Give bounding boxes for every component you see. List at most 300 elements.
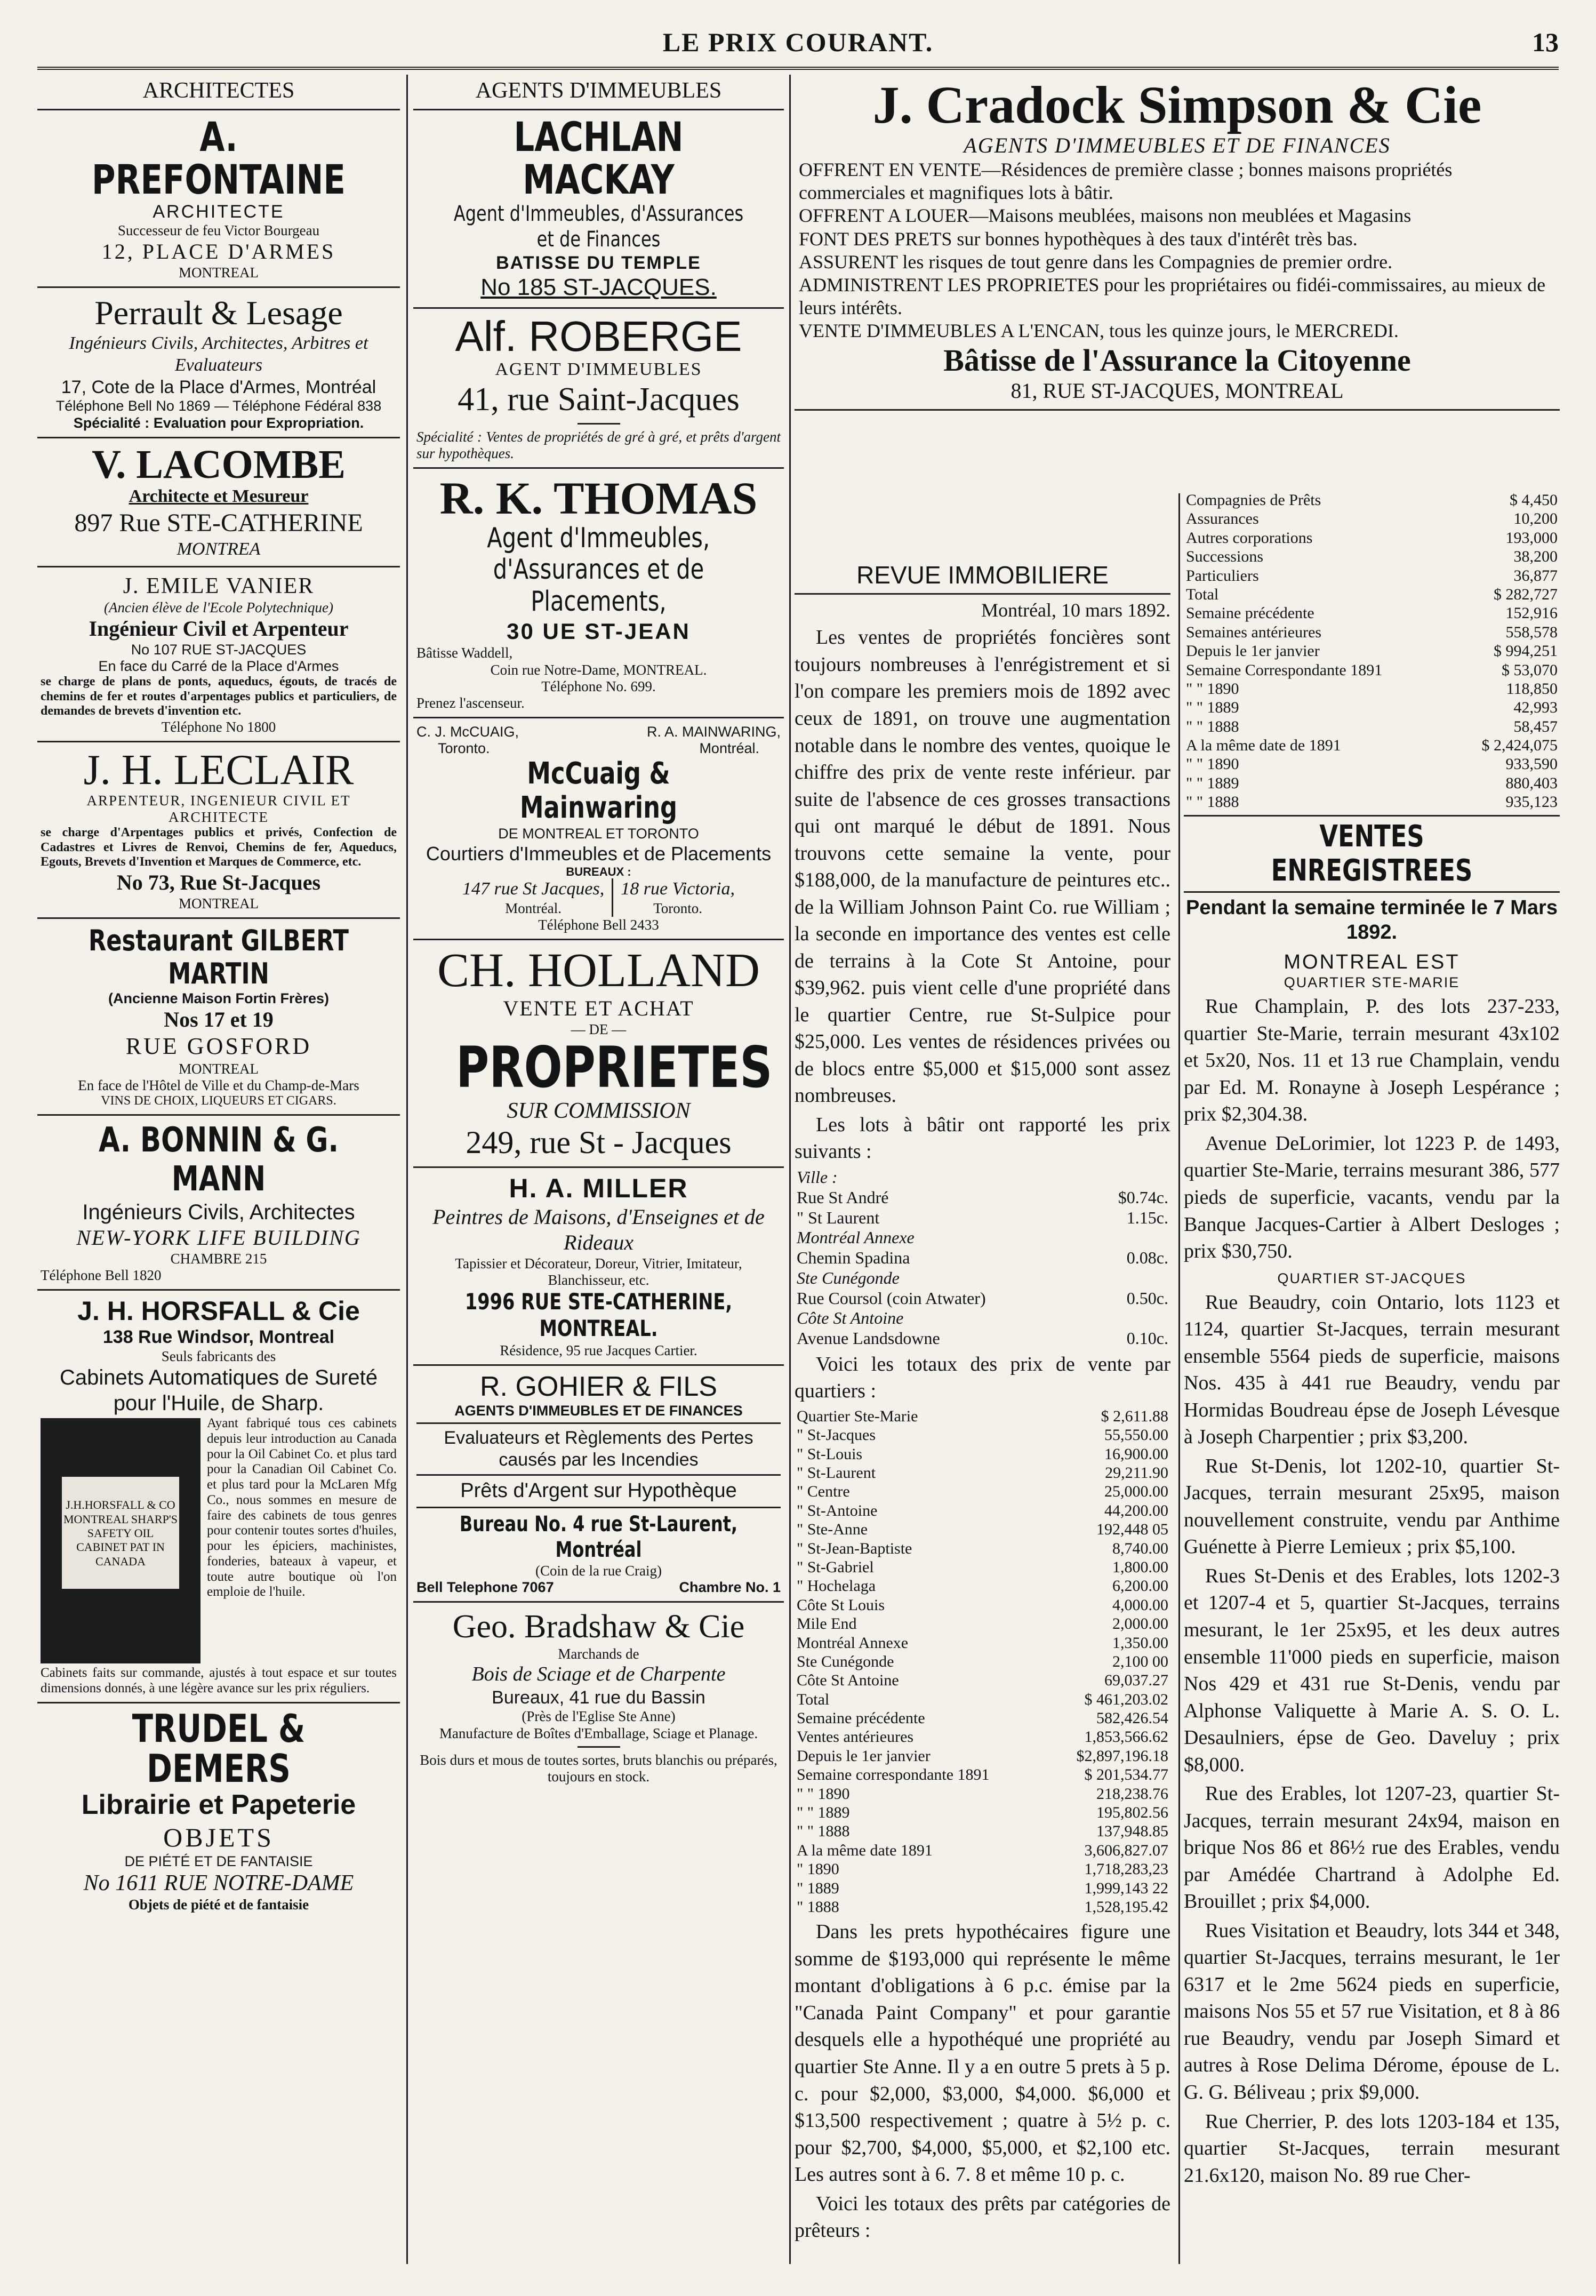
advertiser-name: A. PREFONTAINE <box>92 113 346 203</box>
row-label: Semaine Correspondante 1891 <box>1186 661 1383 679</box>
sale-entry: Rue Champlain, P. des lots 237-233, quartier Ste-Marie, terrain mesurant 43x102 et 5x20, Nos. 11 et 13 rue Champlain, vendu par Ed. M. Ronayne à Joseph Lespérance ; prix $2,304.38. <box>1184 995 1560 1126</box>
lot-price-row <box>795 1289 1170 1309</box>
quartier-total-row <box>795 1501 1170 1520</box>
ad-text: se charge d'Arpentages publics et privés, Confection de Cadastres et Livres de Renvoi, Chemins de fer, Aqueducs, Egouts, Brevets d'Invention et Marques de Commerce, etc. <box>41 826 397 869</box>
article-paragraph: Les lots à bâtir ont rapporté les prix suivants : <box>795 1113 1170 1163</box>
lot-price-row <box>795 1329 1170 1349</box>
row-label: Assurances <box>1186 510 1259 528</box>
ad-text: DE MONTREAL ET TORONTO <box>498 825 699 842</box>
row-label: " St Laurent <box>797 1207 880 1227</box>
row-label: Mile End <box>797 1615 857 1633</box>
loan-row <box>1184 736 1560 755</box>
sale-entry: Rue Beaudry, coin Ontario, lots 1123 et 1124, quartier St-Jacques, terrain mesurant ensemble 5564 pieds de superficie, maisons Nos. 435 à 441 rue Beaudry, vendu par Hormidas Boudreau épse de Joseph Lévesque à Joseph Charpentier ; prix $3,200. <box>1184 1291 1560 1449</box>
quartier-total-row <box>795 1596 1170 1614</box>
lot-price-row <box>795 1188 1170 1208</box>
row-label: " 1888 <box>797 1898 839 1916</box>
row-label: Semaine précédente <box>797 1709 925 1727</box>
divider <box>416 1507 781 1508</box>
header-rule <box>37 67 1559 70</box>
row-value: 195,802.56 <box>1096 1804 1168 1822</box>
lots-price-table <box>795 1167 1170 1349</box>
row-label: Autres corporations <box>1186 529 1313 547</box>
ad-text: (Ancienne Maison Fortin Frères) <box>108 990 330 1007</box>
row-value: 218,238.76 <box>1096 1785 1168 1803</box>
row-value: $2,897,196.18 <box>1076 1747 1168 1765</box>
row-label: Ste Cunégonde <box>797 1652 894 1670</box>
loan-row <box>1184 717 1560 736</box>
column-agents <box>413 75 784 2264</box>
row-label: Montréal Annexe <box>797 1634 909 1652</box>
loan-row <box>1184 491 1560 509</box>
advertiser-role: ARPENTEUR, INGENIEUR CIVIL ET ARCHITECTE <box>86 792 351 825</box>
ad-city: MONTREAL. <box>623 661 707 678</box>
row-value: 0.08c. <box>1126 1248 1168 1267</box>
row-value: $ 53,070 <box>1502 661 1558 679</box>
row-value: 1,999,143 22 <box>1084 1879 1168 1897</box>
ad-prefontaine <box>37 110 400 288</box>
ad-city: MONTREAL <box>179 265 259 281</box>
ad-text: Bâtisse Waddell, <box>416 645 513 661</box>
row-value: $ 994,251 <box>1494 642 1558 660</box>
row-label: A la même date 1891 <box>797 1841 933 1859</box>
ad-vanier <box>37 567 400 742</box>
ad-text: VENTE D'IMMEUBLES A L'ENCAN, tous les quinze jours, le MERCREDI. <box>799 320 1399 342</box>
row-value: 10,200 <box>1513 510 1558 528</box>
row-label: " St-Gabriel <box>797 1558 874 1576</box>
ad-address: 138 Rue Windsor, Montreal <box>102 1327 335 1348</box>
divider <box>1184 815 1560 817</box>
ad-text: Prêts d'Argent sur Hypothèque <box>460 1479 737 1502</box>
ad-text: Nos 17 et 19 <box>164 1007 274 1032</box>
ad-city: MONTREA <box>177 539 261 559</box>
section-heading: ARCHITECTES <box>37 75 400 110</box>
quartier-total-row <box>795 1765 1170 1784</box>
advertiser-role: Marchands de <box>558 1646 639 1662</box>
masthead-title: LE PRIX COURANT. <box>662 27 934 57</box>
office-toronto <box>613 878 742 917</box>
row-label: " " 1890 <box>1186 755 1239 773</box>
ad-text: VINS DE CHOIX, LIQUEURS ET CIGARS. <box>101 1093 336 1108</box>
row-value: $ 461,203.02 <box>1084 1690 1168 1708</box>
ad-phone: Téléphone Bell No 1869 — Téléphone Fédéral 838 <box>55 398 382 414</box>
article-paragraph: Les ventes de propriétés foncières sont toujours nombreuses à l'enrégistrement et si l'on compare les premiers mois de 1892 avec ceux de 1891, on trouve une augmentation notable dans le nombre des ventes, quoique le chiffre des prix de vente reste inférieur. par suite de l'absence de ces grosses transactions qui ont marqué le début de 1891. Nous trouvons cette semaine la vente, pour $188,000, de la manufacture de peintures etc.. de la William Johnson Paint Co. rue William ; la seconde en importance des ventes est celle de terrains à la Cote St Antoine, pour $39,962. puis vient celle d'une propriété dans le quartier Centre, rue St-Sulpice pour $25,000. Les ventes de résidences privées ou de blocs entre $5,000 et $15,000 sont assez nombreuses. <box>795 626 1170 1107</box>
ad-text: Successeur de feu Victor Bourgeau <box>117 222 320 239</box>
advertiser-name: Perrault & Lesage <box>94 294 343 332</box>
article-paragraph: Voici les totaux des prêts par catégories de prêteurs : <box>795 2192 1170 2242</box>
column-divider <box>789 75 791 2264</box>
office-montreal <box>455 878 613 917</box>
ad-text: VENTE ET ACHAT <box>503 996 694 1021</box>
loan-row <box>1184 604 1560 622</box>
ad-text: Objets de piété et de fantaisie <box>128 1897 309 1913</box>
loan-row <box>1184 642 1560 660</box>
ad-trudel-demers <box>37 1703 400 1918</box>
row-value: 933,590 <box>1505 755 1558 773</box>
row-label: " 1890 <box>797 1860 839 1878</box>
advertiser-name: J. H. LECLAIR <box>83 746 354 794</box>
divider <box>1184 891 1560 893</box>
row-label: " St-Jean-Baptiste <box>797 1539 912 1557</box>
row-value: 44,200.00 <box>1104 1501 1168 1519</box>
row-value: 935,123 <box>1505 793 1558 811</box>
ad-text: (Coin de la rue Craig) <box>535 1562 662 1579</box>
row-value: 1.15c. <box>1126 1207 1168 1227</box>
section-heading: AGENTS D'IMMEUBLES <box>413 75 784 110</box>
sales-title: VENTES ENREGISTREES <box>1271 819 1473 889</box>
row-label: " St-Antoine <box>797 1501 878 1519</box>
row-label: " Centre <box>797 1483 850 1501</box>
row-value: 58,457 <box>1513 717 1558 735</box>
office-address: 147 rue St Jacques, <box>462 879 605 899</box>
row-value: 1,800.00 <box>1112 1558 1168 1576</box>
ad-address: 1996 RUE STE-CATHERINE, MONTREAL. <box>464 1288 733 1342</box>
row-label: " " 1888 <box>1186 717 1239 735</box>
row-value: $ 201,534.77 <box>1084 1766 1168 1784</box>
ad-rk-thomas <box>413 469 784 718</box>
quartier-total-row <box>795 1539 1170 1558</box>
ad-text: Tapissier et Décorateur, Doreur, Vitrier, Imitateur, Blanchisseur, etc. <box>455 1255 742 1288</box>
ad-gohier <box>413 1366 784 1603</box>
divider <box>578 423 620 425</box>
quartier-total-row <box>795 1709 1170 1727</box>
row-label: Ville : <box>797 1167 838 1187</box>
ad-address: RUE GOSFORD <box>125 1033 312 1060</box>
partner-cities <box>416 740 781 757</box>
ad-text: Bois durs et mous de toutes sortes, bruts blanchis ou préparés, toujours en stock. <box>420 1751 777 1785</box>
loan-row <box>1184 509 1560 528</box>
row-label: " " 1888 <box>1186 793 1239 811</box>
article-paragraph: Voici les totaux des prix de vente par quartiers : <box>795 1353 1170 1403</box>
ad-text: Spécialité : Ventes de propriétés de gré à gré, et prêts d'argent sur hypothèques. <box>416 429 781 462</box>
ad-address: 897 Rue STE-CATHERINE <box>74 509 363 538</box>
loans-and-sales <box>1184 491 1560 2191</box>
partner-city: Toronto. <box>438 740 490 756</box>
row-value: 558,578 <box>1505 623 1558 641</box>
advertiser-role: d'Assurances et de Placements, <box>493 554 704 618</box>
advertiser-role: AGENT D'IMMEUBLES <box>495 359 702 380</box>
row-value: 1,718,283,23 <box>1084 1860 1168 1878</box>
ad-contact <box>416 1579 781 1596</box>
row-value: 16,900.00 <box>1104 1445 1168 1463</box>
ad-city: MONTREAL <box>179 895 259 911</box>
row-label: Particuliers <box>1186 566 1259 585</box>
row-value: 137,948.85 <box>1096 1822 1168 1841</box>
row-label: " St-Louis <box>797 1445 863 1463</box>
loan-row <box>1184 679 1560 698</box>
row-value: 3,606,827.07 <box>1084 1841 1168 1859</box>
ad-address: 41, rue Saint-Jacques <box>458 381 740 418</box>
sale-entry: Rues St-Denis et des Erables, lots 1202-3 et 1207-4 et 5, quartier St-Jacques, terrains mesurant, le 1er 25x95, et les deux autres ensemble 11'000 pieds en superficie, maison Nos 429 et 431 rue St-Denis, vendu par Alphonse Valiquette à Marie A. S. O. L. Desaulniers, épse de Geo. Daveluy ; prix $8,000. <box>1184 1564 1560 1776</box>
column-architectes <box>37 75 400 2264</box>
quartier-total-row <box>795 1690 1170 1709</box>
ad-lachlan-mackay <box>413 110 784 309</box>
advertiser-name: TRUDEL & DEMERS <box>132 1706 306 1791</box>
row-value <box>1088 1268 1170 1289</box>
ad-address: NEW-YORK LIFE BUILDING <box>76 1225 361 1250</box>
row-value: 29,211.90 <box>1105 1463 1168 1482</box>
row-label: Depuis le 1er janvier <box>1186 642 1320 660</box>
quartier-total-row <box>795 1822 1170 1841</box>
lot-price-row <box>795 1167 1170 1188</box>
cabinet-label: J.H.HORSFALL & CO MONTREAL SHARP'S SAFETY OIL CABINET PAT IN CANADA <box>62 1477 179 1589</box>
row-label: " " 1889 <box>1186 699 1239 717</box>
row-value: 880,403 <box>1505 774 1558 792</box>
lot-price-row <box>795 1308 1170 1329</box>
row-label: Avenue Landsdowne <box>797 1329 940 1348</box>
advertiser-role: AGENTS D'IMMEUBLES ET DE FINANCES <box>964 133 1391 157</box>
sale-entry: Rue St-Denis, lot 1202-10, quartier St-Jacques, terrain mesurant 25x95, maison nouvellement construite, vendu par Anthime Guénette à Pierre Lemieux ; prix $5,100. <box>1184 1454 1560 1558</box>
loan-row <box>1184 566 1560 585</box>
quartier-total-row <box>795 1463 1170 1482</box>
oil-cabinet-illustration <box>41 1418 200 1663</box>
advertiser-role: Librairie et Papeterie <box>81 1789 356 1820</box>
ad-product: Cabinets Automatiques de Sureté pour l'Huile, de Sharp. <box>60 1366 378 1415</box>
ad-perrault-lesage <box>37 288 400 438</box>
ad-text: Prenez l'ascenseur. <box>416 694 525 711</box>
row-value <box>1088 1308 1170 1329</box>
lot-price-row <box>795 1268 1170 1289</box>
partner-names <box>416 724 781 740</box>
row-value: 8,740.00 <box>1112 1539 1168 1557</box>
loans-table <box>1184 491 1560 812</box>
advertiser-name: Geo. Bradshaw & Cie <box>452 1608 745 1645</box>
ad-city: MONTREAL <box>179 1060 259 1077</box>
office-city: Toronto. <box>653 900 703 916</box>
advertiser-name: J. Cradock Simpson & Cie <box>872 75 1482 134</box>
ad-text: Spécialité : Evaluation pour Expropriation. <box>73 414 364 431</box>
loan-row <box>1184 698 1560 717</box>
sale-entry: Avenue DeLorimier, lot 1223 P. de 1493, quartier Ste-Marie, terrains mesurant 386, 577 pieds de superficie, vacants, vendu par la Banque Jacques-Cartier à Albert Desloges ; prix $30,750. <box>1184 1132 1560 1263</box>
ad-mccuaig-mainwaring <box>413 718 784 940</box>
row-label: Chemin Spadina <box>797 1248 910 1267</box>
advertiser-role: AGENTS D'IMMEUBLES ET DE FINANCES <box>454 1403 743 1419</box>
loan-row <box>1184 585 1560 604</box>
page-number: 13 <box>1532 27 1559 57</box>
row-value: $ 4,450 <box>1510 491 1558 509</box>
quartier-total-row <box>795 1634 1170 1652</box>
quartier-total-row <box>795 1577 1170 1595</box>
sales-period: Pendant la semaine terminée le 7 Mars 1892. <box>1186 897 1558 944</box>
ad-gilbert-martin <box>37 919 400 1116</box>
advertiser-role: Courtiers d'Immeubles et de Placements <box>426 842 772 865</box>
page-header <box>37 21 1559 64</box>
ad-text: se charge de plans de ponts, aqueducs, égouts, de tracés de chemins de fer et routes d'arpentages publics et particuliers, de demandes de brevets d'invention etc. <box>41 675 397 718</box>
advertiser-name: Restaurant GILBERT MARTIN <box>88 923 349 990</box>
row-value <box>1088 1167 1170 1188</box>
office-address: 18 rue Victoria, <box>621 879 735 899</box>
ad-text: Ayant fabriqué tous ces cabinets depuis leur introduction au Canada pour la Oil Cabinet Co. et plus tard pour la Canadian Oil Cabinet Co. et plus tard pour la McLaren Mfg Co., nous sommes en mesure de faire des cabinets de tous genres pour contenir toutes sortes d'huiles, pour les épiciers, machinistes, fonderies, bateaux à vapeur, et toute autre boutique où l'on emploie de l'huile. <box>207 1416 397 1599</box>
quartier-total-row <box>795 1860 1170 1878</box>
loan-row <box>1184 774 1560 793</box>
row-value: 152,916 <box>1505 604 1558 622</box>
row-label: Ventes antérieures <box>797 1728 914 1746</box>
ad-horsfall <box>37 1291 400 1703</box>
ad-leclair <box>37 742 400 919</box>
row-value: 4,000.00 <box>1112 1596 1168 1614</box>
loan-row <box>1184 547 1560 566</box>
ad-address: Bureau No. 4 rue St-Laurent, Montréal <box>459 1511 738 1562</box>
advertiser-role: ARCHITECTE <box>153 201 285 222</box>
ad-text: BUREAUX : <box>566 865 631 878</box>
quartier-total-row <box>795 1785 1170 1803</box>
row-label: " " 1889 <box>797 1804 850 1822</box>
row-label: " 1889 <box>797 1879 839 1897</box>
row-value: 1,350.00 <box>1112 1634 1168 1652</box>
advertiser-name: V. LACOMBE <box>92 442 346 487</box>
row-value: 118,850 <box>1506 679 1558 698</box>
ad-address: 81, RUE ST-JACQUES, MONTREAL <box>1010 379 1344 403</box>
ad-text: Manufacture de Boîtes d'Emballage, Sciage et Planage. <box>439 1725 758 1741</box>
row-label: " " 1890 <box>1186 679 1239 698</box>
advertiser-role: Agent d'Immeubles, d'Assurances et de Finances <box>453 201 744 252</box>
ad-lacombe <box>37 438 400 567</box>
quartier-total-row <box>795 1558 1170 1577</box>
ad-text: CHAMBRE 215 <box>170 1250 267 1267</box>
loan-row <box>1184 529 1560 547</box>
ad-roberge <box>413 309 784 469</box>
row-label: " " 1890 <box>797 1785 850 1803</box>
advertiser-role: Agent d'Immeubles, <box>487 522 710 554</box>
row-label: Rue St André <box>797 1187 889 1207</box>
column-revue <box>795 75 1560 2264</box>
lot-price-row <box>795 1248 1170 1268</box>
advertiser-role: Architecte et Mesureur <box>129 486 309 507</box>
quartier-total-row <box>795 1652 1170 1671</box>
row-value: 2,100 00 <box>1112 1652 1168 1670</box>
row-value: $ 2,611.88 <box>1101 1407 1168 1425</box>
ad-text: OFFRENT EN VENTE—Résidences de première classe ; bonnes maisons propriétés commerciales et magnifiques lots à bâtir. <box>799 159 1453 204</box>
row-value: 38,200 <box>1513 548 1558 566</box>
row-label: " Hochelaga <box>797 1577 876 1595</box>
ad-address: 249, rue St - Jacques <box>466 1125 732 1161</box>
revue-immobiliere <box>795 557 1170 2246</box>
office-city: Montréal. <box>505 900 562 916</box>
ad-bonnin-mann <box>37 1116 400 1291</box>
lot-price-row <box>795 1208 1170 1228</box>
row-value: 42,993 <box>1513 699 1558 717</box>
advertiser-role: Ingénieurs Civils, Architectes <box>82 1200 355 1224</box>
ad-text: Chambre No. 1 <box>679 1579 781 1595</box>
quartier-total-row <box>795 1803 1170 1822</box>
ad-text: (Ancien élève de l'Ecole Polytechnique) <box>103 599 334 615</box>
advertiser-name: J. EMILE VANIER <box>123 573 315 598</box>
ad-building: Bâtisse de l'Assurance la Citoyenne <box>943 342 1411 378</box>
row-label: Compagnies de Prêts <box>1186 491 1321 509</box>
ad-phone: Téléphone Bell 2433 <box>538 916 659 933</box>
quartier-total-row <box>795 1841 1170 1860</box>
row-value: 582,426.54 <box>1096 1709 1168 1727</box>
ad-bradshaw <box>413 1603 784 1790</box>
quartier-total-row <box>795 1614 1170 1633</box>
ad-text: (Près de l'Eglise Ste Anne) <box>522 1708 676 1725</box>
advertiser-name: Alf. ROBERGE <box>455 313 742 361</box>
quartier-totals-table <box>795 1407 1170 1917</box>
advertiser-name: CH. HOLLAND <box>437 943 760 997</box>
ad-phone: Téléphone No 1800 <box>161 718 276 735</box>
quartier-total-row <box>795 1445 1170 1463</box>
advertiser-role: Ingénieurs Civils, Architectes, Arbitres et Evaluateurs <box>69 333 368 375</box>
quartier-total-row <box>795 1520 1170 1539</box>
row-value: 2,000.00 <box>1112 1615 1168 1633</box>
ad-address: 12, PLACE D'ARMES <box>101 239 336 264</box>
ad-phone: Téléphone Bell 1820 <box>41 1267 162 1283</box>
article-title: REVUE IMMOBILIERE <box>795 557 1170 595</box>
quartier-heading: QUARTIER STE-MARIE <box>1284 974 1460 991</box>
ad-text: — DE — <box>571 1021 627 1038</box>
partner-right: R. A. MAINWARING, <box>646 723 781 740</box>
office-list <box>416 878 781 917</box>
district-heading: MONTREAL EST <box>1284 950 1460 973</box>
quartier-total-row <box>795 1747 1170 1765</box>
ad-text: ADMINISTRENT LES PROPRIETES pour les propriétaires ou fidéi-commissaires, au mieux de leurs intérêts. <box>799 274 1546 319</box>
loan-row <box>1184 755 1560 773</box>
sale-entry: Rues Visitation et Beaudry, lots 344 et 348, quartier St-Jacques, terrains mesurant, le 1er 6317 et le 2me 5624 pieds en superficie, maisons Nos 55 et 57 rue Visitation, et 8 à 86 rue Beaudry, vendu par Joseph Simard et autres à Rose Delima Dérome, épouse de L. G. G. Béliveau ; prix $9,000. <box>1184 1919 1560 2104</box>
ad-ha-miller <box>413 1168 784 1365</box>
partner-left: C. J. McCUAIG, <box>416 723 519 740</box>
article-dateline: Montréal, 10 mars 1892. <box>981 599 1170 621</box>
row-value: 36,877 <box>1513 566 1558 585</box>
advertiser-name: LACHLAN MACKAY <box>514 113 684 203</box>
article-paragraph: Dans les prets hypothécaires figure une somme de $193,000 qui représente le même montant d'obligations à 6 p.c. émise par la "Canada Paint Company" et pour garantie desquels elle a hypothéqué une propriété au quartier Ste Anne. Il y a en outre 5 prets à 5 p. c. pour $2,000, $3,000, $4,000. $6,000 et $13,500 respectivement ; quatre à 5½ p. c. pour $2,700, $4,000, $5,000, et $2,100 etc. Les autres sont à 6. 7. 8 et même 10 p. c. <box>795 1921 1170 2186</box>
row-value: 0.50c. <box>1126 1288 1168 1308</box>
loan-row <box>1184 623 1560 642</box>
ad-text: Coin rue Notre-Dame, <box>490 661 620 678</box>
row-value: 69,037.27 <box>1104 1671 1168 1690</box>
ad-phone: Bell Telephone 7067 <box>416 1579 554 1595</box>
row-value: 192,448 05 <box>1096 1521 1168 1539</box>
ad-text: ASSURENT les risques de tout genre dans les Compagnies de premier ordre. <box>799 251 1393 273</box>
row-label: Quartier Ste-Marie <box>797 1407 918 1425</box>
row-label: Ste Cunégonde <box>797 1268 900 1287</box>
row-value: 193,000 <box>1505 529 1558 547</box>
partner-city: Montréal. <box>699 740 759 756</box>
row-label: " Ste-Anne <box>797 1521 868 1539</box>
ad-address: No 185 ST-JACQUES. <box>480 274 717 301</box>
ad-text: BATISSE DU TEMPLE <box>496 252 701 273</box>
row-value: 1,528,195.42 <box>1084 1898 1168 1916</box>
column-divider <box>406 75 408 2264</box>
row-label: " St-Jacques <box>797 1426 876 1444</box>
ad-text: OFFRENT A LOUER—Maisons meublées, maisons non meublées et Magasins <box>799 205 1411 227</box>
row-label: Rue Coursol (coin Atwater) <box>797 1288 986 1308</box>
ad-text: SUR COMMISSION <box>507 1098 691 1123</box>
row-label: Semaine précédente <box>1186 604 1314 622</box>
row-value: 6,200.00 <box>1112 1577 1168 1595</box>
row-label: Côte St Antoine <box>797 1671 899 1690</box>
row-label: Semaine correspondante 1891 <box>797 1766 990 1784</box>
row-label: Depuis le 1er janvier <box>797 1747 931 1765</box>
ad-text: OBJETS <box>163 1822 274 1852</box>
ad-address: 17, Cote de la Place d'Armes, Montréal <box>61 377 376 397</box>
ad-text <box>416 662 781 678</box>
quartier-total-row <box>795 1671 1170 1690</box>
ad-text: Seuls fabricants des <box>161 1348 276 1365</box>
advertiser-name: H. A. MILLER <box>509 1173 688 1204</box>
row-label: A la même date de 1891 <box>1186 737 1341 755</box>
row-value: 1,853,566.62 <box>1084 1728 1168 1746</box>
advertiser-name: J. H. HORSFALL & Cie <box>77 1295 360 1326</box>
row-value: $ 282,727 <box>1494 585 1558 603</box>
quartier-total-row <box>795 1482 1170 1501</box>
row-label: Côte St Antoine <box>797 1308 904 1328</box>
ad-address: No 1611 RUE NOTRE-DAME <box>83 1870 354 1895</box>
row-value: $ 2,424,075 <box>1481 737 1558 755</box>
advertiser-role: Ingénieur Civil et Arpenteur <box>89 616 349 641</box>
row-value: 55,550.00 <box>1104 1426 1168 1444</box>
ad-address: Bureaux, 41 rue du Bassin <box>492 1687 705 1708</box>
quartier-total-row <box>795 1727 1170 1746</box>
advertiser-name: A. BONNIN & G. MANN <box>99 1120 339 1199</box>
